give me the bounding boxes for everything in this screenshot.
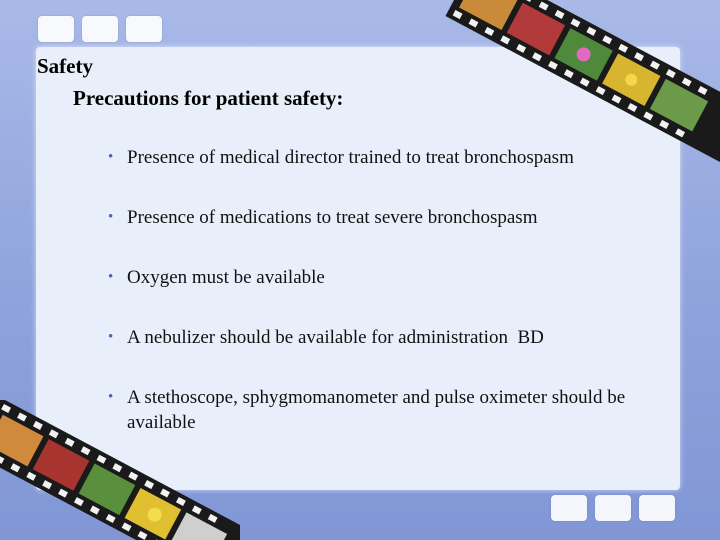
bullet-text: A stethoscope, sphygmomanometer and pulse oximeter should be available	[127, 387, 626, 433]
bullet-text: Presence of medical director trained to treat bronchospasm	[127, 147, 574, 168]
bullet-text: A nebulizer should be available for administration BD	[127, 327, 544, 348]
bullet-item	[108, 205, 668, 230]
bullet-item	[108, 265, 668, 290]
decorative-square	[126, 16, 162, 42]
slide-subtitle: Precautions for patient safety:	[73, 86, 344, 110]
bullet-dot-icon: •	[108, 389, 114, 405]
decorative-square	[551, 495, 587, 521]
bullet-dot-icon: •	[108, 149, 114, 165]
decorative-square	[595, 495, 631, 521]
decorative-square	[82, 16, 118, 42]
bottom-decorative-squares	[551, 495, 675, 521]
decorative-square	[639, 495, 675, 521]
bullet-item	[108, 325, 668, 350]
bullet-item	[108, 145, 668, 170]
bullet-item	[108, 385, 668, 435]
bullet-text: Oxygen must be available	[127, 267, 325, 288]
bullet-dot-icon: •	[108, 329, 114, 345]
bullet-text: Presence of medications to treat severe bronchospasm	[127, 207, 538, 228]
top-decorative-squares	[38, 16, 162, 42]
slide-title: Safety	[37, 54, 93, 78]
bullet-dot-icon: •	[108, 269, 114, 285]
decorative-square	[38, 16, 74, 42]
bullet-dot-icon: •	[108, 209, 114, 225]
bullet-list	[108, 145, 668, 470]
